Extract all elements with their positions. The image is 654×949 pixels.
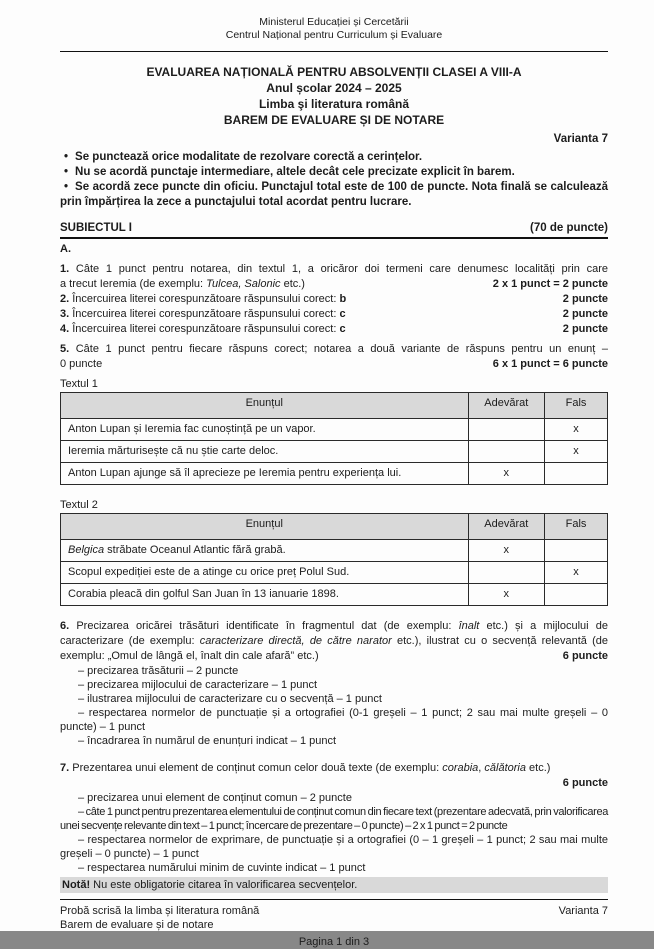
adevarat-cell: x bbox=[468, 540, 545, 562]
item-text: a trecut Ieremia (de exemplu: Tulcea, Salonic etc.) bbox=[60, 278, 305, 290]
ministry-line2: Centrul Național pentru Curriculum și Evaluare bbox=[225, 29, 443, 41]
column-header-fals: Fals bbox=[545, 393, 608, 419]
fals-cell bbox=[545, 540, 608, 562]
subject-points: (70 de puncte) bbox=[530, 222, 608, 234]
ministry-header bbox=[60, 16, 608, 42]
header-divider bbox=[60, 51, 608, 52]
item-text: 0 puncte bbox=[60, 358, 103, 370]
table-row bbox=[61, 419, 608, 441]
ship-name-italic: Belgica bbox=[68, 544, 105, 556]
rule-text: Nu se acordă punctaje intermediare, altele decât cele precizate explicit în barem. bbox=[75, 166, 515, 178]
nota-label: Notă! bbox=[62, 879, 91, 891]
item-text-line: caracterizare (de exemplu: caracterizare directă, de către narator etc.), ilustrat cu o secvență relevantă (de bbox=[60, 635, 609, 647]
adevarat-cell: x bbox=[468, 463, 545, 485]
rubric-item-3 bbox=[60, 307, 608, 322]
example-italic: corabia bbox=[442, 762, 479, 774]
fals-cell: x bbox=[545, 419, 608, 441]
footer-doc-type: Barem de evaluare și de notare bbox=[60, 919, 214, 931]
item-number: 5. bbox=[60, 343, 70, 355]
correct-answer: c bbox=[339, 308, 346, 320]
table-row bbox=[61, 584, 608, 606]
rubric-item-2 bbox=[60, 292, 608, 307]
rubric-item-1 bbox=[60, 262, 608, 292]
subject-heading bbox=[60, 221, 608, 239]
statement-cell: Scopul expediției este de a atinge cu orice preț Polul Sud. bbox=[61, 562, 469, 584]
ministry-line1: Ministerul Educației și Cercetării bbox=[259, 16, 409, 28]
rubric-subitem: – precizarea mijlocului de caracterizare – 1 punct bbox=[78, 679, 318, 691]
rule-text: Se punctează orice modalitate de rezolvare corectă a cerințelor. bbox=[75, 151, 423, 163]
fals-cell bbox=[545, 463, 608, 485]
item-text: 2. Încercuirea literei corespunzătoare răspunsului corect: b bbox=[60, 293, 347, 305]
part-label: A. bbox=[60, 243, 71, 255]
textul2-table bbox=[60, 513, 608, 606]
correct-answer: c bbox=[339, 323, 346, 335]
footer-left bbox=[60, 904, 259, 932]
table2-label: Textul 2 bbox=[60, 499, 98, 511]
variant-label: Varianta 7 bbox=[553, 133, 608, 145]
column-header-adevarat: Adevărat bbox=[468, 393, 545, 419]
item-points: 6 puncte bbox=[562, 650, 608, 662]
statement-cell: Corabia pleacă din golful San Juan în 13 ianuarie 1898. bbox=[61, 584, 469, 606]
rule-item bbox=[60, 180, 608, 210]
rubric-item-5 bbox=[60, 342, 608, 372]
rule-item bbox=[60, 150, 608, 165]
nota-text: Nu este obligatorie citarea în valorificarea secvențelor. bbox=[90, 879, 358, 891]
item-number: 2. bbox=[60, 293, 70, 305]
rubric-subitem: – câte 1 punct pentru prezentarea elementului de conținut comun din fiecare text (prezentare adecvată, prin valorificarea unei secvențe relevante din text – 1 punct; încercare de prezentare – 0 puncte) – 2 x 1 punct = 2 puncte bbox=[60, 806, 608, 832]
item-points: 2 puncte bbox=[562, 323, 608, 335]
subject-title: SUBIECTUL I bbox=[60, 222, 132, 234]
item-text-line: 6. Precizarea oricărei trăsături identificate în fragmentul dat (de exemplu: înalt etc.) și a mijlocului de bbox=[60, 620, 608, 632]
adevarat-cell bbox=[468, 419, 545, 441]
item-text-line: 7. Prezentarea unui element de conținut comun celor două texte (de exemplu: corabia, călătoria etc.) bbox=[60, 762, 551, 774]
table1-label: Textul 1 bbox=[60, 378, 98, 390]
statement-cell: Anton Lupan și Ieremia fac cunoștință pe un vapor. bbox=[61, 419, 469, 441]
textul1-table bbox=[60, 392, 608, 485]
general-rules bbox=[60, 150, 608, 210]
rubric-item-7 bbox=[60, 761, 608, 875]
example-italic: călătoria bbox=[484, 762, 526, 774]
rubric-item-6 bbox=[60, 619, 608, 748]
adevarat-cell: x bbox=[468, 584, 545, 606]
item-number: 6. bbox=[60, 620, 70, 632]
table-row bbox=[61, 540, 608, 562]
statement-cell: Ieremia mărturisește că nu știe carte deloc. bbox=[61, 441, 469, 463]
item-points: 6 x 1 punct = 6 puncte bbox=[492, 358, 608, 370]
footer-exam-type: Probă scrisă la limba și literatura română bbox=[60, 905, 260, 917]
correct-answer: b bbox=[339, 293, 347, 305]
item-text-line bbox=[60, 262, 608, 277]
item-points: 2 x 1 punct = 2 puncte bbox=[492, 278, 608, 290]
rubric-subitem: – respectarea numărului minim de cuvinte indicat – 1 punct bbox=[78, 862, 366, 874]
table-row bbox=[61, 441, 608, 463]
rubric-subitem: – respectarea normelor de exprimare, de punctuație și a ortografiei (0 – 1 greșeli – 1 punct; 2 sau mai multe greșeli – 0 puncte) – 1 punct bbox=[60, 834, 608, 860]
item-points-line bbox=[60, 649, 608, 664]
bullet-icon: • bbox=[64, 166, 69, 178]
example-italic: Tulcea, Salonic bbox=[206, 278, 281, 290]
column-header-enunt: Enunțul bbox=[61, 514, 469, 540]
nota-highlight bbox=[60, 877, 608, 893]
table-header-row bbox=[61, 514, 608, 540]
item-text: 3. Încercuirea literei corespunzătoare răspunsului corect: c bbox=[60, 308, 346, 320]
item-points: 6 puncte bbox=[562, 777, 608, 789]
item-number: 1. bbox=[60, 263, 70, 275]
column-header-adevarat: Adevărat bbox=[468, 514, 545, 540]
table-row bbox=[61, 562, 608, 584]
rubric-subitem: – încadrarea în numărul de enunțuri indicat – 1 punct bbox=[78, 735, 337, 747]
rule-text: Se acordă zece puncte din oficiu. Punctajul total este de 100 de puncte. Nota finală se calculează prin împărțirea la zece a punctajului total acordat pentru lucrare. bbox=[60, 181, 608, 208]
example-italic: caracterizare directă, de către narator bbox=[199, 635, 392, 647]
item-text: Câte 1 punct pentru notarea, din textul 1, a oricăror doi termeni care denumesc localități prin care bbox=[69, 263, 608, 275]
item-points-line bbox=[60, 357, 608, 372]
exam-title: EVALUAREA NAȚIONALĂ PENTRU ABSOLVENȚII CLASEI A VIII-A bbox=[146, 65, 522, 79]
item-points: 2 puncte bbox=[562, 308, 608, 320]
school-year: Anul școlar 2024 – 2025 bbox=[266, 81, 402, 95]
adevarat-cell bbox=[468, 441, 545, 463]
footer-row bbox=[60, 904, 608, 932]
item-points-line bbox=[60, 776, 608, 791]
item-text: Câte 1 punct pentru fiecare răspuns corect; notarea a două variante de răspuns pentru un enunț – bbox=[69, 343, 608, 355]
item-text: 4. Încercuirea literei corespunzătoare răspunsului corect: c bbox=[60, 323, 346, 335]
rubric-subitem: – respectarea normelor de punctuație și a ortografiei (0-1 greșeli – 1 punct; 2 sau mai multe greșeli – 0 puncte) – 1 punct bbox=[60, 707, 608, 733]
fals-cell bbox=[545, 584, 608, 606]
bullet-icon: • bbox=[64, 181, 69, 193]
item-number: 7. bbox=[60, 762, 70, 774]
rubric-subitem: – ilustrarea mijlocului de caracterizare cu o secvență – 1 punct bbox=[78, 693, 382, 705]
rubric-subitem: – precizarea trăsăturii – 2 puncte bbox=[78, 665, 239, 677]
item-number: 3. bbox=[60, 308, 70, 320]
item-text-line bbox=[60, 342, 608, 357]
example-italic: înalt bbox=[458, 620, 480, 632]
table-row bbox=[61, 463, 608, 485]
bullet-icon: • bbox=[64, 151, 69, 163]
document-type: BAREM DE EVALUARE ȘI DE NOTARE bbox=[223, 113, 445, 127]
adevarat-cell bbox=[468, 562, 545, 584]
footer-variant: Varianta 7 bbox=[558, 905, 608, 917]
table-header-row bbox=[61, 393, 608, 419]
statement-cell: Belgica străbate Oceanul Atlantic fără grabă. bbox=[61, 540, 469, 562]
fals-cell: x bbox=[545, 441, 608, 463]
statement-cell: Anton Lupan ajunge să îl aprecieze pe Ieremia pentru experiența lui. bbox=[61, 463, 469, 485]
rule-item bbox=[60, 165, 608, 180]
rubric-item-4 bbox=[60, 322, 608, 337]
rubric-subitem: – precizarea unui element de conținut comun – 2 puncte bbox=[78, 792, 352, 804]
item-points: 2 puncte bbox=[562, 293, 608, 305]
page-footer bbox=[60, 899, 608, 949]
item-text: exemplu: „Omul de lângă el, înalt din cale afară” etc.) bbox=[60, 650, 319, 662]
item-number: 4. bbox=[60, 323, 70, 335]
item-points-line bbox=[60, 277, 608, 292]
title-block bbox=[60, 64, 608, 128]
fals-cell: x bbox=[545, 562, 608, 584]
column-header-enunt: Enunțul bbox=[61, 393, 469, 419]
page-number: Pagina 1 din 3 bbox=[298, 936, 370, 948]
subject-name: Limba şi literatura română bbox=[258, 97, 410, 111]
column-header-fals: Fals bbox=[545, 514, 608, 540]
